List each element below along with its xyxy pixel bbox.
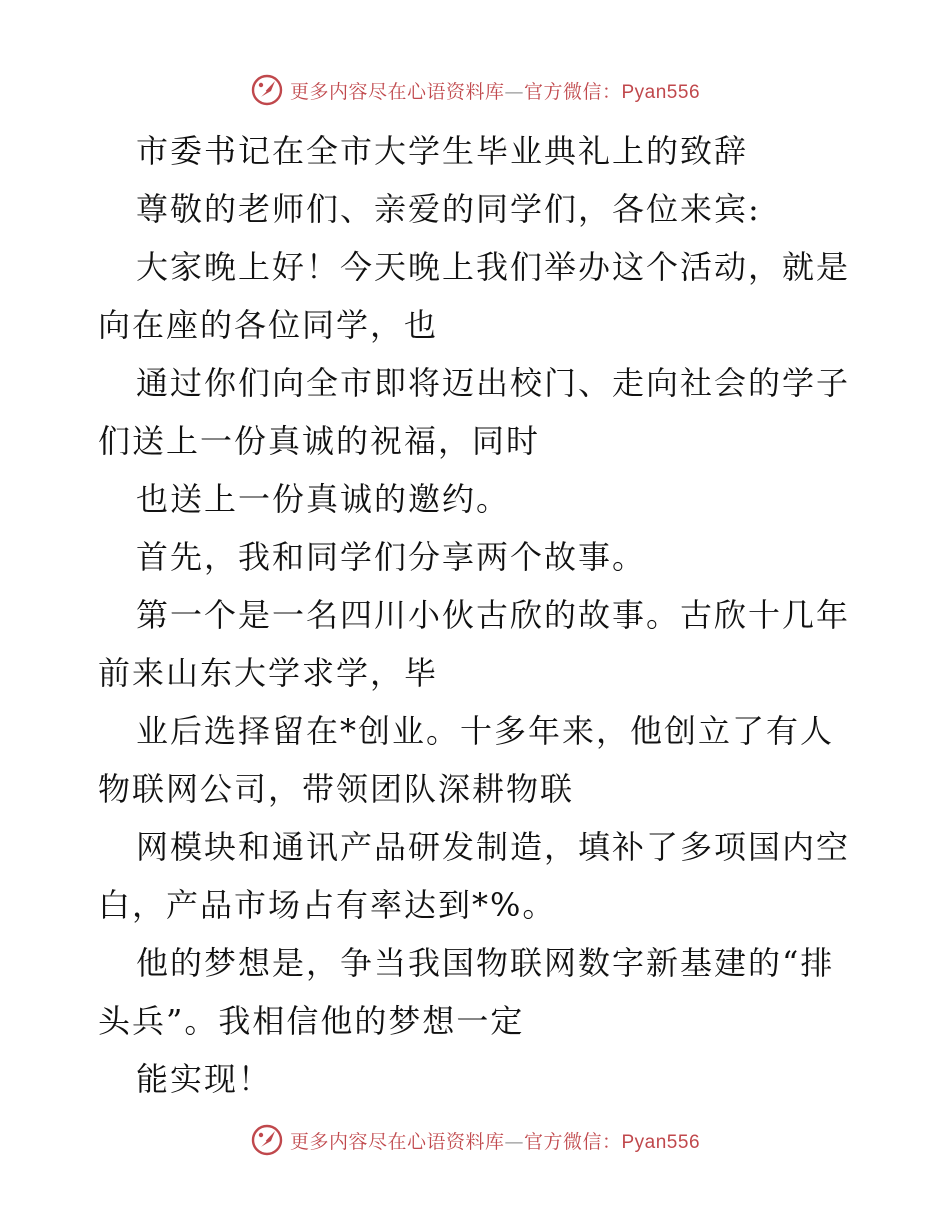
quill-pen-logo-icon [250,73,284,107]
watermark-wechat-label: 官方微信： [523,80,622,103]
watermark-slogan: 更多内容尽在心语资料库 [289,1130,505,1153]
watermark-wechat-label: 官方微信： [523,1130,622,1153]
paragraph-line: 向在座的各位同学，也 [98,306,439,344]
header-watermark [250,73,700,107]
paragraph-line: 们送上一份真诚的祝福，同时 [98,422,541,460]
paragraph-line: 业后选择留在*创业。十多年来，他创立了有人 [136,712,835,750]
paragraph-line: 能实现！ [136,1060,273,1098]
paragraph-line: 头兵”。我相信他的梦想一定 [98,1002,525,1040]
paragraph-line: 前来山东大学求学，毕 [98,654,439,692]
footer-watermark-banner [0,1120,950,1160]
paragraph-line: 网模块和通讯产品研发制造，填补了多项国内空 [136,828,851,866]
paragraph-line: 大家晚上好！今天晚上我们举办这个活动，就是 [136,248,851,286]
footer-watermark [250,1123,700,1157]
watermark-dash: — [504,80,524,103]
paragraph-line: 通过你们向全市即将迈出校门、走向社会的学子 [136,364,851,402]
salutation-line: 尊敬的老师们、亲爱的同学们，各位来宾: [136,190,761,228]
watermark-slogan: 更多内容尽在心语资料库 [289,80,505,103]
paragraph-line: 他的梦想是，争当我国物联网数字新基建的“排 [136,944,835,982]
watermark-dash: — [504,1130,524,1153]
paragraph-line: 首先，我和同学们分享两个故事。 [136,538,647,576]
watermark-text [290,77,700,104]
paragraph-line: 物联网公司，带领团队深耕物联 [98,770,575,808]
document-title: 市委书记在全市大学生毕业典礼上的致辞 [136,132,749,170]
header-watermark-banner [0,70,950,110]
watermark-wechat-id: Pyan556 [621,81,701,103]
quill-pen-logo-icon [250,1123,284,1157]
document-body [98,122,858,1108]
paragraph-line: 第一个是一名四川小伙古欣的故事。古欣十几年 [136,596,851,634]
paragraph-line: 也送上一份真诚的邀约。 [136,480,511,518]
watermark-wechat-id: Pyan556 [621,1131,701,1153]
paragraph-line: 白，产品市场占有率达到*%。 [98,886,557,924]
watermark-text [290,1127,700,1154]
